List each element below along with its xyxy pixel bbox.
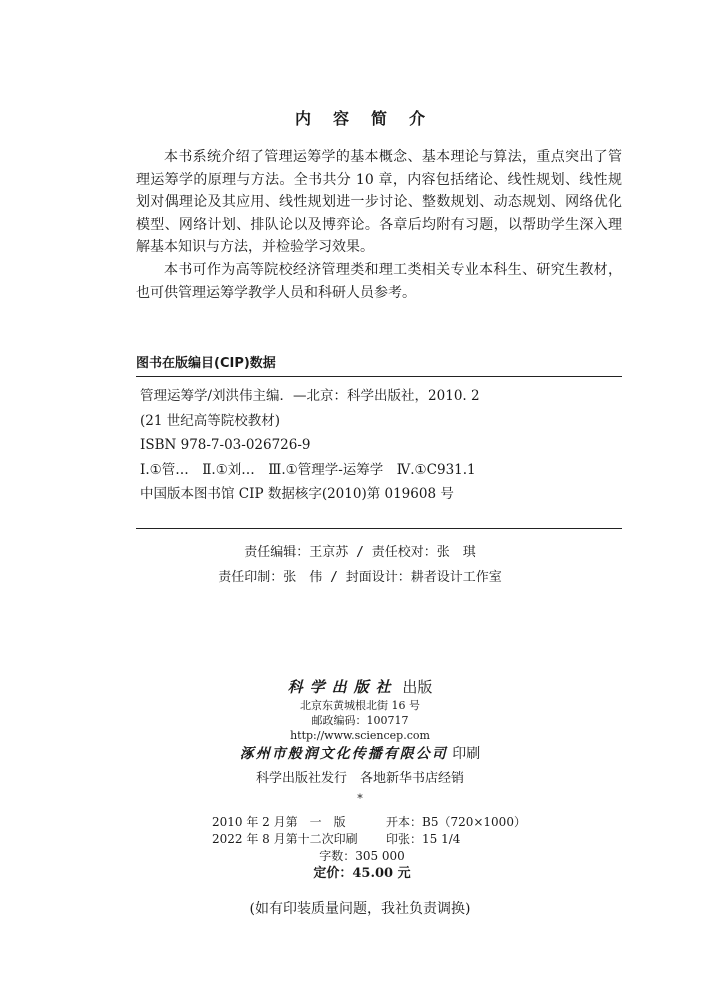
publisher-action: 出版 — [402, 678, 433, 696]
credits-line-editors: 责任编辑：王京苏 / 责任校对：张 琪 — [244, 545, 476, 560]
publisher-block — [0, 676, 720, 807]
sheets: 印张：15 1/4 — [386, 832, 461, 846]
credits-line-production: 责任印制：张 伟 / 封面设计：耕者设计工作室 — [218, 570, 502, 585]
cip-bottom-rule — [136, 528, 622, 529]
quality-note: (如有印装质量问题，我社负责调换) — [249, 901, 471, 917]
price: 定价：45.00 元 — [313, 866, 411, 881]
publisher-line — [0, 676, 720, 698]
format: 开本：B5（720×1000） — [386, 815, 526, 829]
cip-line: ISBN 978-7-03-026726-9 — [140, 437, 311, 454]
publisher-postcode: 邮政编码：100717 — [311, 714, 409, 727]
printer-line — [0, 743, 720, 765]
word-count: 字数：305 000 — [319, 849, 405, 863]
printer-name: 涿州市般润文化传播有限公司 — [239, 746, 448, 762]
summary-paragraph-1: 本书系统介绍了管理运筹学的基本概念、基本理论与算法，重点突出了管理运筹学的原理与方法。全书共分 10 章，内容包括绪论、线性规划、线性规划对偶理论及其应用、线性规划进一步讨论、整数规划、动态规划、网络优化模型、网络计划、排队论以及博弈论。各章后均附有习题，以帮助学生深入理解基本知识与方法，并检验学习效果。 — [136, 149, 622, 256]
publisher-name: 科学出版社 — [287, 678, 398, 696]
cip-line: 中国版本图书馆 CIP 数据核字(2010)第 019608 号 — [140, 486, 454, 503]
cip-line: 管理运筹学/刘洪伟主编．—北京：科学出版社，2010. 2 — [140, 388, 480, 404]
cip-data — [140, 384, 620, 507]
edition: 2010 年 2 月第 一 版 — [212, 815, 346, 829]
distribution: 科学出版社发行 各地新华书店经销 — [255, 771, 464, 786]
cip-heading: 图书在版编目(CIP)数据 — [136, 356, 276, 371]
printer-action: 印刷 — [452, 746, 481, 762]
credits — [0, 540, 720, 590]
summary-paragraph-2: 本书可作为高等院校经济管理类和理工类相关专业本科生、研究生教材，也可供管理运筹学教学人员和科研人员参考。 — [136, 261, 622, 301]
spec-row — [212, 831, 532, 848]
publisher-url: http://www.sciencep.com — [290, 729, 430, 742]
cip-top-rule — [136, 376, 622, 377]
cip-line: (21 世纪高等院校教材) — [140, 412, 281, 429]
publisher-address: 北京东黄城根北街 16 号 — [300, 699, 420, 712]
spec-row — [212, 814, 532, 831]
separator-star: * — [357, 792, 363, 805]
summary — [136, 146, 622, 304]
printing: 2022 年 8 月第十二次印刷 — [212, 832, 358, 846]
spec-block — [212, 814, 532, 882]
page-title: 内容简介 — [294, 109, 447, 128]
cip-line: Ⅰ.①管… Ⅱ.①刘… Ⅲ.①管理学-运筹学 Ⅳ.①C931.1 — [140, 461, 476, 478]
